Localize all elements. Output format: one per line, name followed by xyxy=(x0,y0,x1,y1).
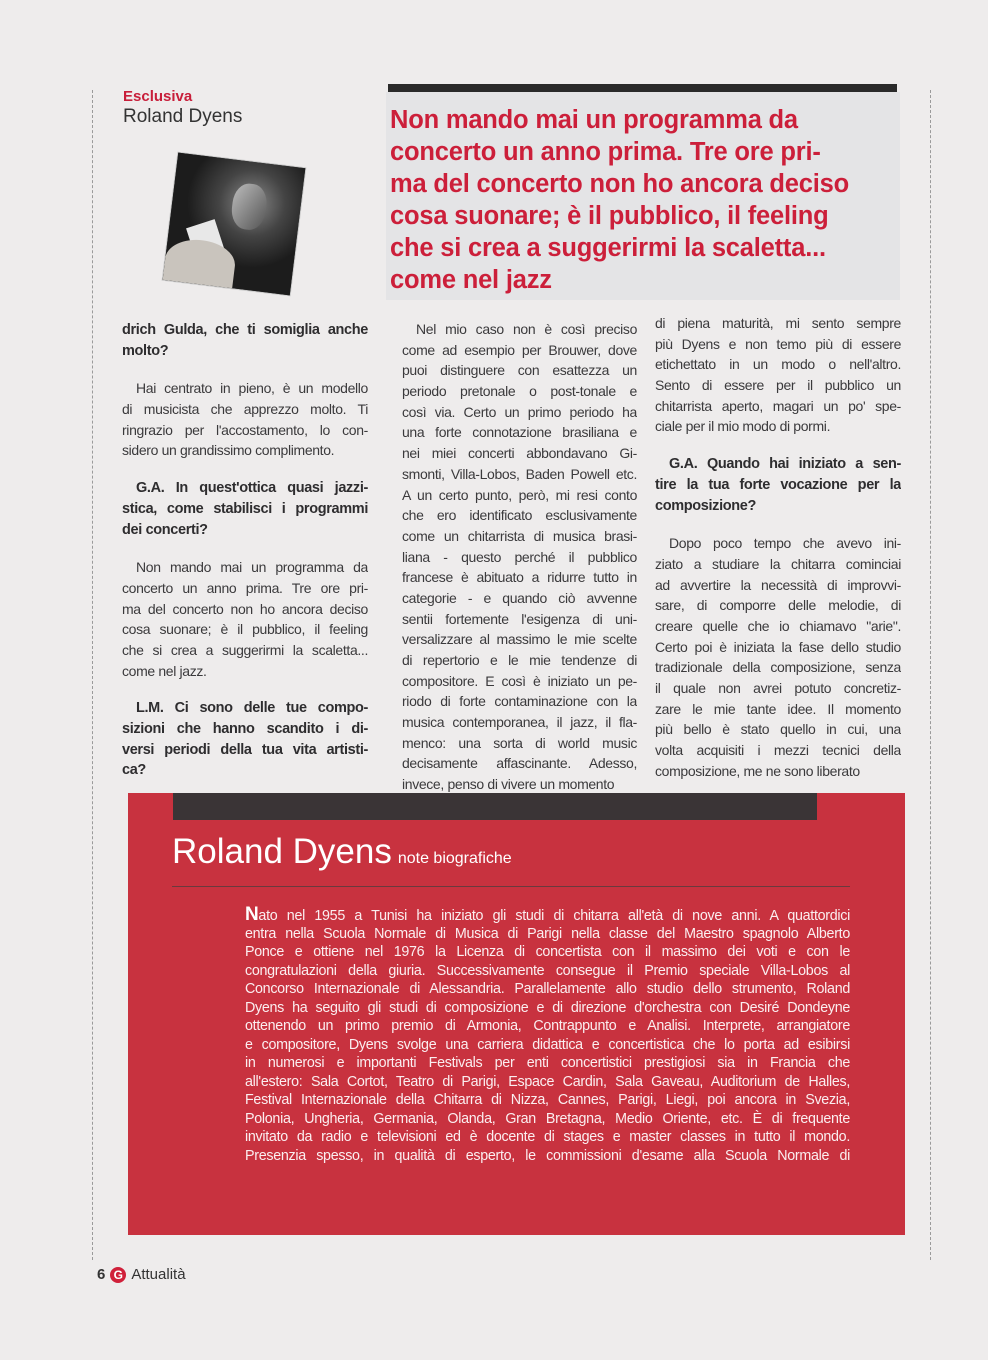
text-line: zare le mie tante idee. Il momento xyxy=(655,700,901,717)
text-line: sare, di comporre delle melodie, di xyxy=(655,597,901,614)
text-line: volta acquisiti i mezzi tecnici della xyxy=(655,742,901,759)
text-line: L.M. Ci sono delle tue compo- xyxy=(136,700,368,717)
text-line: come un chitarrista di musica brasi- xyxy=(402,527,637,544)
bio-line-text: congratulazioni della giuria. Successivamente consegue il Premio speciale Villa-Lobos al xyxy=(245,962,850,979)
interview-answer xyxy=(122,557,368,681)
headline-line: Non mando mai un programma da xyxy=(390,106,798,134)
interview-answer xyxy=(655,313,901,437)
headline-line: concerto un anno prima. Tre ore pri- xyxy=(390,138,821,166)
bio-line-text: Ponce e ottiene nel 1976 la Licenza di concertista con il massimo dei voti e con le xyxy=(245,944,850,960)
text-line: Sento di essere per il pubblico un xyxy=(655,377,901,394)
text-line: come ad esempio per Brouwer, dove xyxy=(402,341,637,358)
text-line: puoi distinguere con esattezza un xyxy=(402,362,637,379)
article-author: Roland Dyens xyxy=(123,106,243,127)
bio-line xyxy=(245,980,850,999)
text-line: sidero un grandissimo complimento. xyxy=(122,442,335,459)
pull-quote-headline xyxy=(390,104,890,296)
bio-line xyxy=(245,1054,850,1073)
bio-line-text: entra nella Scuola Normale di Musica di Parigi nella classe del Maestro spagnolo Alberto xyxy=(245,925,850,942)
paragraph-gap xyxy=(122,681,368,698)
text-line: stica, come stabilisci i programmi xyxy=(122,500,368,517)
text-line: compositore. E così è iniziato un pe- xyxy=(402,672,637,689)
text-column-3 xyxy=(655,313,901,781)
text-line: di piena maturità, mi sento sempre xyxy=(655,315,901,331)
text-line: sizioni che hanno scandito i di- xyxy=(122,721,368,737)
interview-answer xyxy=(655,533,901,781)
bio-line xyxy=(245,1147,850,1166)
margin-rule-left xyxy=(92,90,93,1260)
text-line: molto? xyxy=(122,342,169,359)
interview-question xyxy=(122,698,368,781)
bio-line-text: Dyens ha seguito gli studi di composizione e di direzione d'orchestra con Desiré Dondeyne xyxy=(245,999,850,1016)
paragraph-gap xyxy=(655,516,901,533)
text-line: ziato a studiare la chitarra cominciai xyxy=(655,555,901,572)
text-line: composizione? xyxy=(655,497,756,514)
bio-line-text: Polonia, Ungheria, Germania, Olanda, Gran Bretagna, Medio Oriente, etc. È di frequente xyxy=(245,1110,850,1127)
text-line: versalizzare al massimo le mie scelte xyxy=(402,631,637,648)
text-line: Certo poi è iniziata la fase dello studio xyxy=(655,638,901,655)
text-line: G.A. Quando hai iniziato a sen- xyxy=(669,456,901,473)
author-photo xyxy=(163,153,306,296)
interview-question xyxy=(122,478,368,540)
interview-answer xyxy=(402,319,637,795)
bio-line xyxy=(245,1036,850,1055)
text-line: Dopo poco tempo che avevo ini- xyxy=(669,535,901,552)
bio-line xyxy=(245,1073,850,1092)
magazine-logo-icon: G xyxy=(110,1267,126,1283)
bio-line xyxy=(245,962,850,981)
text-line: smonti, Villa-Lobos, Baden Powell etc. xyxy=(402,465,637,482)
headline-line: ma del concerto non ho ancora deciso xyxy=(390,170,849,198)
text-line: tire la tua forte vocazione per la xyxy=(655,476,901,493)
bio-line-text: all'estero: Sala Cortot, Teatro di Parigi, Espace Cardin, Sala Gaveau, Auditorium de Halles, xyxy=(245,1073,850,1090)
bio-bar xyxy=(173,793,817,820)
text-line: tradizionale della composizione, senza xyxy=(655,659,901,676)
text-line: liana - questo perché il pubblico xyxy=(402,548,637,565)
text-line: decisamente affascinante. Adesso, xyxy=(402,755,637,772)
bio-line-text: Concorso Internazionale di Alessandria. Parallelamente allo studio dello strumento, Roland xyxy=(245,981,850,997)
text-line: Nel mio caso non è così preciso xyxy=(416,321,637,337)
bio-line xyxy=(245,1091,850,1110)
text-line: menco: una sorta di world music xyxy=(402,734,637,751)
text-line: di musicista che apprezzo molto. Ti xyxy=(122,401,368,418)
bio-text xyxy=(245,906,850,1165)
text-line: una forte connotazione brasiliana e xyxy=(402,424,637,441)
paragraph-gap xyxy=(122,540,368,557)
bio-line-text: invitato da radio e televisioni ed è docente di stages e master classes in tutto il mondo. xyxy=(245,1129,850,1145)
text-line: versi periodi della tua vita artisti- xyxy=(122,741,368,758)
text-line: G.A. In quest'ottica quasi jazzi- xyxy=(136,480,368,497)
text-line: francese è abituato a ridurre tutto in xyxy=(402,569,637,586)
text-line: ma del concerto non ho ancora deciso xyxy=(122,600,368,617)
text-line: ad avvertire la necessità di improvvi- xyxy=(655,576,901,593)
text-line: di repertorio e le mie tendenze di xyxy=(402,652,637,668)
section-kicker: Esclusiva xyxy=(123,88,193,105)
bio-line xyxy=(245,1128,850,1147)
text-line: dei concerti? xyxy=(122,521,208,538)
text-line: più bello è stato quello in cui, una xyxy=(655,721,901,738)
bio-line xyxy=(245,925,850,944)
text-line: Hai centrato in pieno, è un modello xyxy=(136,380,368,397)
text-line: Non mando mai un programma da xyxy=(136,559,368,576)
text-line: sentii fortemente l'esigenza di uni- xyxy=(402,610,637,627)
bio-line-text: ottenendo un primo premio di Armonia, Contrappunto e Analisi. Interprete, arrangiatore xyxy=(245,1018,850,1034)
text-line: musica contemporanea, il jazz, il fla- xyxy=(402,714,637,731)
text-line: chitarrista aperto, magari un po' spe- xyxy=(655,397,901,414)
bio-line xyxy=(245,1110,850,1129)
text-column-2 xyxy=(402,319,637,795)
interview-question xyxy=(122,320,368,361)
bio-divider xyxy=(172,886,850,887)
bio-line-text: Presenzia spesso, in qualità di esperto, le commissioni d'esame alla Scuola Normale di xyxy=(245,1147,850,1164)
text-line: drich Gulda, che ti somiglia anche xyxy=(122,322,368,338)
text-line: nei miei concerti abbondavano Gi- xyxy=(402,445,637,462)
text-line: ciale per il mio modo di pormi. xyxy=(655,418,831,435)
text-line: il quale non avrei potuto concretiz- xyxy=(655,680,901,696)
bio-line-text: ato nel 1955 a Tunisi ha iniziato gli studi di chitarra all'età di nove anni. A quattordici xyxy=(258,908,850,924)
interview-answer xyxy=(122,378,368,461)
text-line: così via. Certo un primo periodo ha xyxy=(402,403,637,420)
bio-line xyxy=(245,999,850,1018)
text-column-1 xyxy=(122,320,368,781)
headline-line: come nel jazz xyxy=(390,266,552,294)
headline-bar xyxy=(388,84,897,92)
text-line: A un certo punto, però, mi resi conto xyxy=(402,486,637,503)
bio-line-text: e compositore, Dyens svolge una carriera didattica e concertistica che lo porta ad esibirsi xyxy=(245,1036,850,1053)
margin-rule-right xyxy=(930,90,931,1260)
bio-line-text: Festival Internazionale della Chitarra di Nizza, Cannes, Parigi, Liegi, poi ancora in Svezia, xyxy=(245,1092,850,1108)
text-line: categorie - e quando ciò avvenne xyxy=(402,589,637,606)
interview-question xyxy=(655,454,901,516)
text-line: cosa suonare; è il pubblico, il feeling xyxy=(122,621,368,638)
text-line: più Dyens e non temo più di essere xyxy=(655,335,901,352)
paragraph-gap xyxy=(655,437,901,454)
text-line: che ero identificato esclusivamente xyxy=(402,507,637,524)
bio-line xyxy=(245,906,850,925)
text-line: creare quelle che io chiamavo "arie". xyxy=(655,617,901,634)
text-line: ca? xyxy=(122,762,146,779)
text-line: come nel jazz. xyxy=(122,662,207,679)
text-line: ringrazio per l'accostamento, lo con- xyxy=(122,421,368,438)
page-number: 6 xyxy=(97,1266,106,1283)
text-line: che si crea a suggerirmi la scaletta... xyxy=(122,641,368,658)
text-line: periodo pretonale o post-tonale e xyxy=(402,383,637,400)
bio-line-text: in numerosi e importanti Festivals per enti concertistici prestigiosi sia in Francia che xyxy=(245,1055,850,1071)
text-line: invece, penso di vivere un momento xyxy=(402,776,615,793)
text-line: etichettato in un modo o nell'altro. xyxy=(655,356,901,373)
text-line: composizione, me ne sono liberato xyxy=(655,762,860,779)
paragraph-gap xyxy=(122,461,368,478)
bio-title xyxy=(172,832,512,872)
text-line: concerto un anno prima. Tre ore pri- xyxy=(122,579,368,596)
page-footer xyxy=(97,1266,186,1283)
paragraph-gap xyxy=(122,361,368,378)
bio-title-name: Roland Dyens xyxy=(172,832,392,871)
bio-line xyxy=(245,1017,850,1036)
bio-line xyxy=(245,943,850,962)
text-line: riodo di forte contaminazione con la xyxy=(402,693,637,710)
headline-line: che si crea a suggerirmi la scaletta... xyxy=(390,234,826,262)
bio-subtitle: note biografiche xyxy=(397,850,512,867)
drop-cap: N xyxy=(245,906,259,925)
section-name: Attualità xyxy=(131,1266,186,1283)
headline-line: cosa suonare; è il pubblico, il feeling xyxy=(390,202,829,230)
